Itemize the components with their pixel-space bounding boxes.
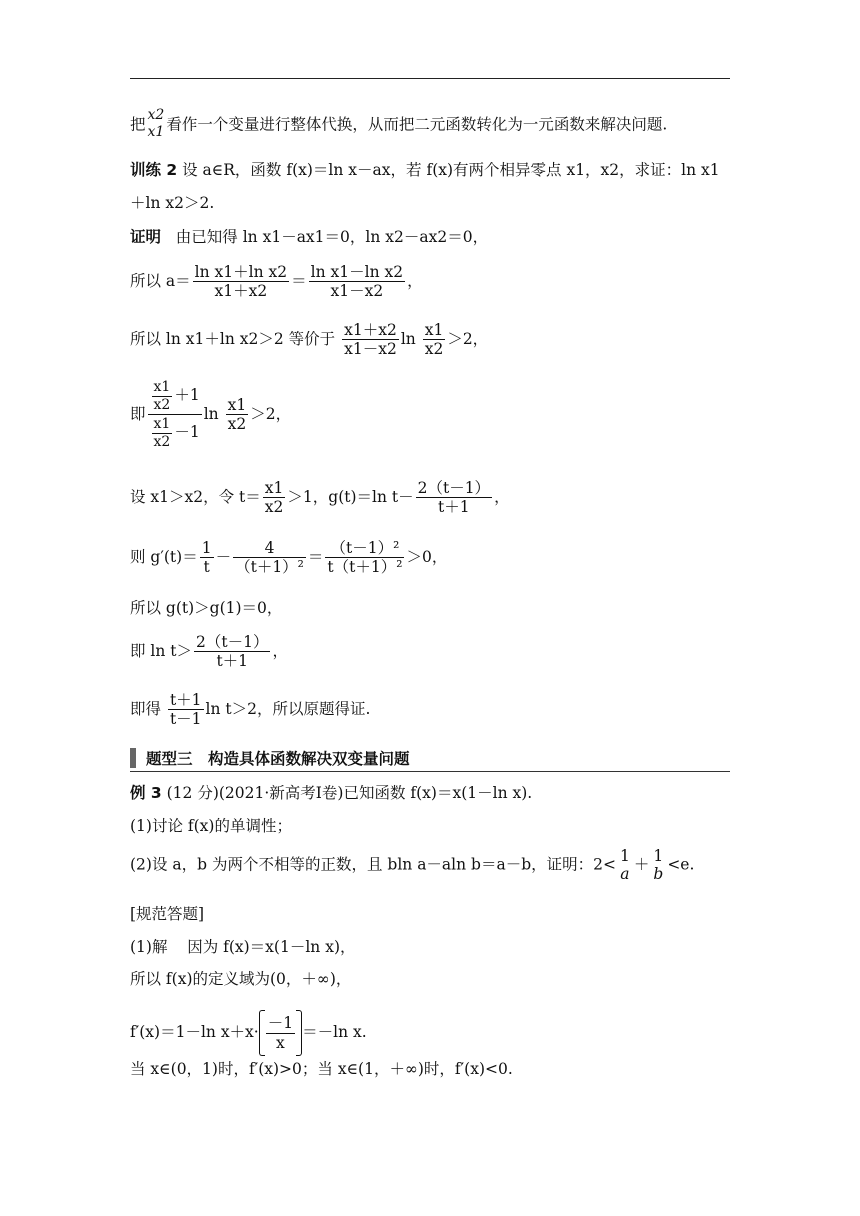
numerator: 1: [619, 847, 630, 865]
numerator: t＋1: [169, 691, 202, 709]
equation-equivalent: [130, 322, 488, 358]
section-heading: [130, 745, 730, 772]
numerator: 1: [201, 539, 212, 557]
norm-label: [规范答题]: [130, 905, 205, 923]
numerator: x1: [153, 416, 171, 433]
numerator: ln x1＋ln x2: [194, 263, 288, 281]
eq-text: ，: [407, 271, 423, 290]
eq-text: ，: [494, 487, 510, 506]
eq-text: ln t＞2，所以原题得证.: [205, 699, 371, 718]
numerator: x1: [153, 379, 171, 395]
fraction: [200, 540, 214, 576]
example-label: 例 3: [130, 784, 162, 802]
question-1: (1)讨论 f(x)的单调性；: [130, 817, 292, 835]
eq-text: 设 x1＞x2，令 t＝: [130, 487, 261, 506]
left-paren: [259, 1010, 265, 1056]
numerator: －1: [267, 1014, 294, 1033]
example-3-q1: [130, 817, 292, 836]
fraction: [342, 322, 399, 358]
numerator: x1: [424, 321, 444, 339]
eq-text: ＞0，: [406, 547, 448, 566]
eq-text: ，: [272, 641, 288, 660]
norm-answer-label: [130, 905, 204, 924]
fraction: [152, 380, 173, 412]
numerator: ln x1－ln x2: [310, 263, 404, 281]
denominator: x1－x2: [330, 282, 384, 301]
denominator: t－1: [169, 710, 202, 729]
example-text: (12 分)(2021·新高考Ⅰ卷)已知函数 f(x)＝x(1－ln x).: [166, 784, 533, 802]
numerator: x1: [264, 479, 284, 497]
fraction-x2-x1: [146, 108, 167, 139]
eq-text: ln: [400, 329, 416, 348]
fraction: [263, 480, 286, 516]
numerator: 2（t－1）: [196, 633, 269, 651]
denominator: b: [653, 865, 664, 884]
text: 把: [130, 115, 146, 134]
denominator: x1－x2: [344, 340, 397, 359]
text-line-substitution: [130, 108, 667, 139]
solution-text: 因为 f(x)＝x(1－ln x)，: [187, 938, 356, 956]
numerator: 2（t－1）: [417, 479, 491, 497]
fraction: [416, 480, 492, 516]
training-2-line-cont: [130, 194, 214, 213]
fraction: [325, 540, 404, 576]
example-3-line: [130, 784, 532, 803]
denominator: $\frac{x1}{x2}$ －1: [153, 416, 200, 451]
eq-text: 则 g′(t)＝: [130, 547, 198, 566]
equation-compound: [130, 380, 291, 450]
numerator: $\frac{x1}{x2}$ ＋1: [148, 380, 202, 415]
solution-text: 所以 f(x)的定义域为(0，＋∞)，: [130, 970, 352, 988]
denominator: x2: [153, 396, 171, 413]
fraction: [152, 417, 173, 449]
eq-text: 即得: [130, 699, 162, 718]
solution-line-1: [130, 938, 356, 957]
numerator: （t－1）²: [325, 540, 404, 558]
denominator: a: [620, 865, 630, 884]
eq-text: ＋: [633, 855, 650, 874]
eq-text: ln: [203, 404, 219, 423]
solution-text: 当 x∈(0，1)时，f′(x)>0；当 x∈(1，＋∞)时，f′(x)<0.: [130, 1060, 513, 1078]
eq-text: ＞2，: [250, 404, 292, 423]
denominator: x1: [147, 123, 165, 140]
eq-text: 即 ln t＞: [130, 641, 193, 660]
denominator: x2: [264, 498, 284, 517]
training-text: 设 a∈R，函数 f(x)＝ln x－ax，若 f(x)有两个相异零点 x1，x2，求证：ln x1: [182, 161, 720, 179]
example-3-q2: [130, 848, 694, 883]
fraction: [233, 540, 306, 576]
denominator: x2: [153, 434, 171, 451]
header-rule: [130, 78, 730, 79]
equation-a: [130, 264, 423, 300]
denominator: x2: [424, 340, 444, 359]
numerator: 4: [233, 540, 306, 558]
eq-text: (2)设 a，b 为两个不相等的正数，且 bln a－aln b＝a－b，证明：2<: [130, 855, 616, 874]
equation-set-t: [130, 480, 510, 516]
denominator: t: [203, 558, 210, 577]
denominator: t（t＋1）²: [327, 558, 403, 577]
proof-text: 由已知得 ln x1－ax1＝0，ln x2－ax2＝0，: [175, 228, 489, 246]
eq-text: <e.: [667, 855, 695, 874]
eq-text: 所以 a＝: [130, 271, 191, 290]
eq-text: ＝: [307, 547, 324, 566]
text-g-positive: [130, 599, 282, 618]
fraction: [226, 397, 249, 433]
section-title: 题型三 构造具体函数解决双变量问题: [146, 750, 410, 768]
section-marker: [130, 748, 136, 768]
proof-label: 证明: [130, 228, 162, 246]
fraction: [423, 322, 446, 358]
numerator: x2: [147, 107, 165, 123]
fraction: [193, 264, 289, 300]
denominator: x: [276, 1033, 285, 1052]
eq-text: －: [215, 547, 232, 566]
equation-final: [130, 692, 370, 728]
fraction: [651, 848, 665, 883]
equation-lnt: [130, 634, 288, 670]
fraction: [309, 264, 405, 300]
equation-derivative: [130, 540, 447, 576]
fraction: [168, 692, 204, 728]
fraction: [618, 848, 632, 883]
numerator: x1: [227, 396, 247, 415]
training-label: 训练 2: [130, 161, 178, 179]
solution-line-2: [130, 970, 351, 989]
eq-text: 所以 ln x1＋ln x2＞2 等价于: [130, 329, 336, 348]
text: 所以 g(t)＞g(1)＝0，: [130, 599, 283, 617]
eq-text: ＞1，g(t)＝ln t－: [287, 487, 414, 506]
fraction: [194, 634, 270, 670]
proof-line: [130, 228, 488, 247]
solution-label: (1)解: [130, 938, 168, 956]
solution-derivative: [130, 1010, 367, 1056]
numerator: x1＋x2: [344, 321, 397, 339]
denominator: t＋1: [216, 652, 249, 671]
eq-text: ＞2，: [447, 329, 489, 348]
training-2-line: [130, 161, 720, 180]
solution-line-4: [130, 1060, 513, 1079]
numerator: 1: [653, 847, 664, 865]
compound-fraction: [148, 380, 202, 450]
eq-text: f′(x)＝1－ln x＋x·: [130, 1023, 259, 1041]
denominator: （t＋1）²: [235, 558, 304, 577]
denominator: x1＋x2: [214, 282, 268, 301]
denominator: t＋1: [438, 498, 470, 517]
training-text-cont: ＋ln x2＞2.: [130, 194, 215, 212]
denominator: x2: [227, 415, 247, 434]
eq-text: 即: [130, 404, 146, 423]
eq-text: ＝: [291, 271, 307, 290]
eq-text: ＝－ln x.: [302, 1023, 367, 1041]
text: 看作一个变量进行整体代换，从而把二元函数转化为一元函数来解决问题.: [166, 115, 668, 134]
fraction: [266, 1015, 295, 1051]
